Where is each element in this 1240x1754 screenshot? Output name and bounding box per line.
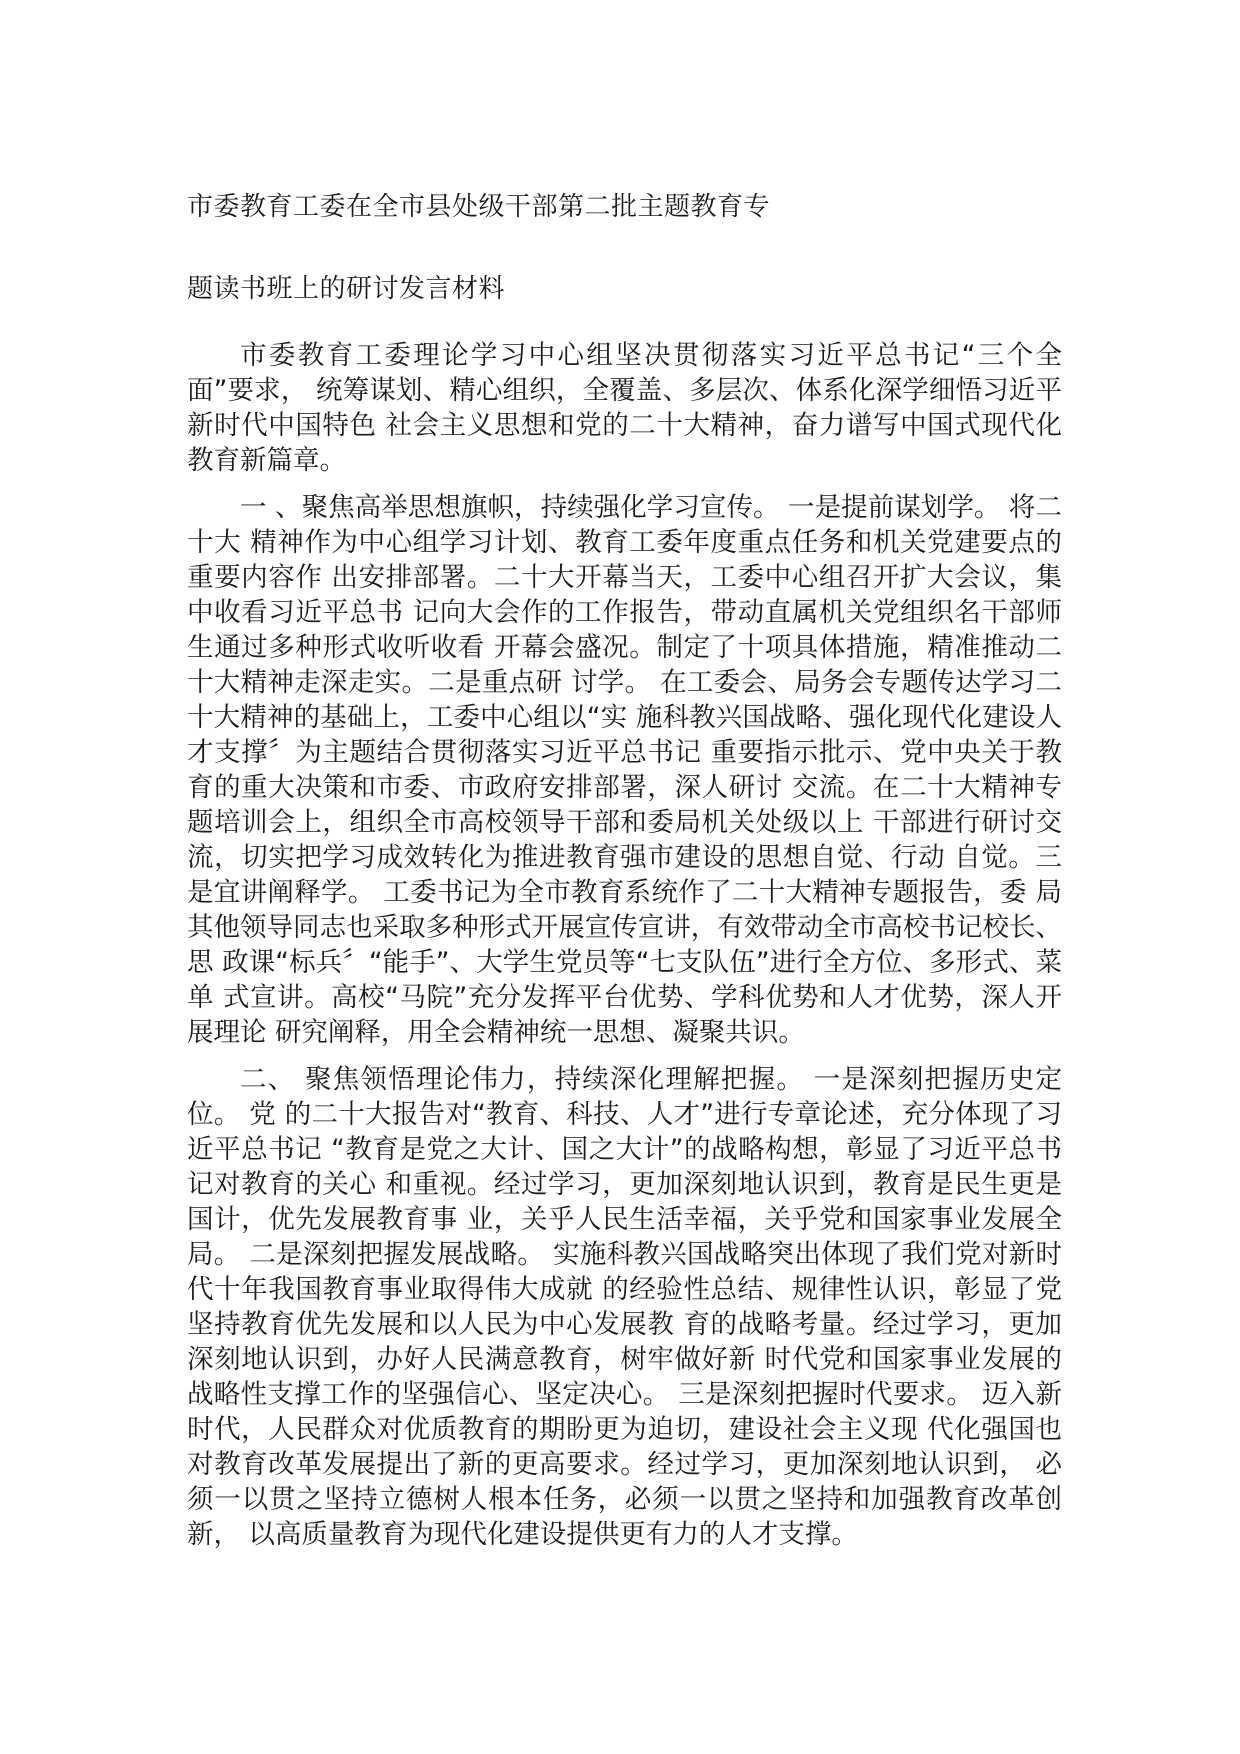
paragraph-intro: 市委教育工委理论学习中心组坚决贯彻落实习近平总书记“三个全面”要求， 统筹谋划、精心组织，全覆盖、多层次、体系化深学细悟习近平新时代中国特色 社会主义思想和党的二十大精神，奋力谱写中国式现代化教育新篇章。 (187, 340, 1062, 476)
paragraph-section-two: 二、 聚焦领悟理论伟力，持续深化理解把握。 一是深刻把握历史定位。 党 的二十大报告对“教育、科技、人才”进行专章论述，充分体现了习近平总书记 “教育是党之大计、国之大计”的战略构想，彰显了习近平总书记对教育的关心 和重视。经过学习，更加深刻地认识到，教育是民生更是国计，优先发展教育事 业，关乎人民生活幸福，关乎党和国家事业发展全局。 二是深刻把握发展战略。 实施科教兴国战略突出体现了我们党对新时代十年我国教育事业取得伟大成就 的经验性总结、规律性认识，彰显了党坚持教育优先发展和以人民为中心发展教 育的战略考量。经过学习，更加深刻地认识到，办好人民满意教育，树牢做好新 时代党和国家事业发展的战略性支撑工作的坚强信心、坚定决心。 三是深刻把握时代要求。 迈入新时代，人民群众对优质教育的期盼更为迫切，建设社会主义现 代化强国也对教育改革发展提出了新的更高要求。经过学习，更加深刻地认识到， 必须一以贯之坚持立德树人根本任务，必须一以贯之坚持和加强教育改革创新， 以高质量教育为现代化建设提供更有力的人才支撑。 (187, 1064, 1062, 1550)
document-title-line-2: 题读书班上的研讨发言材料 (187, 274, 506, 304)
paragraph-section-one: 一 、聚焦高举思想旗帜，持续强化学习宣传。 一是提前谋划学。 将二十大 精神作为中心组学习计划、教育工委年度重点任务和机关党建要点的重要内容作 出安排部署。二十大开幕当天，工委中心组召开扩大会议，集中收看习近平总书 记向大会作的工作报告，带动直属机关党组织名干部师生通过多种形式收听收看 开幕会盛况。制定了十项具体措施，精准推动二十大精神走深走实。二是重点研 讨学。 在工委会、局务会专题传达学习二十大精神的基础上，工委中心组以“实 施科教兴国战略、强化现代化建设人才支撑〞为主题结合贯彻落实习近平总书记 重要指示批示、党中央关于教育的重大决策和市委、市政府安排部署，深人研讨 交流。在二十大精神专题培训会上，组织全市高校领导干部和委局机关处级以上 干部进行研讨交流，切实把学习成效转化为推进教育强市建设的思想自觉、行动 自觉。三是宜讲阐释学。 工委书记为全市教育系统作了二十大精神专题报告，委 局其他领导同志也采取多种形式开展宣传宣讲，有效带动全市高校书记校长、思 政课“标兵〞“能手”、大学生党员等“七支队伍”进行全方位、多形式、菜单 式宣讲。高校“马院”充分发挥平台优势、学科优势和人才优势，深人开展理论 研究阐释，用全会精神统一思想、凝聚共识。 (187, 492, 1062, 1048)
document-title-line-1: 市委教育工委在全市县处级干部第二批主题教育专 (187, 192, 771, 222)
document-page (187, 190, 1062, 1552)
